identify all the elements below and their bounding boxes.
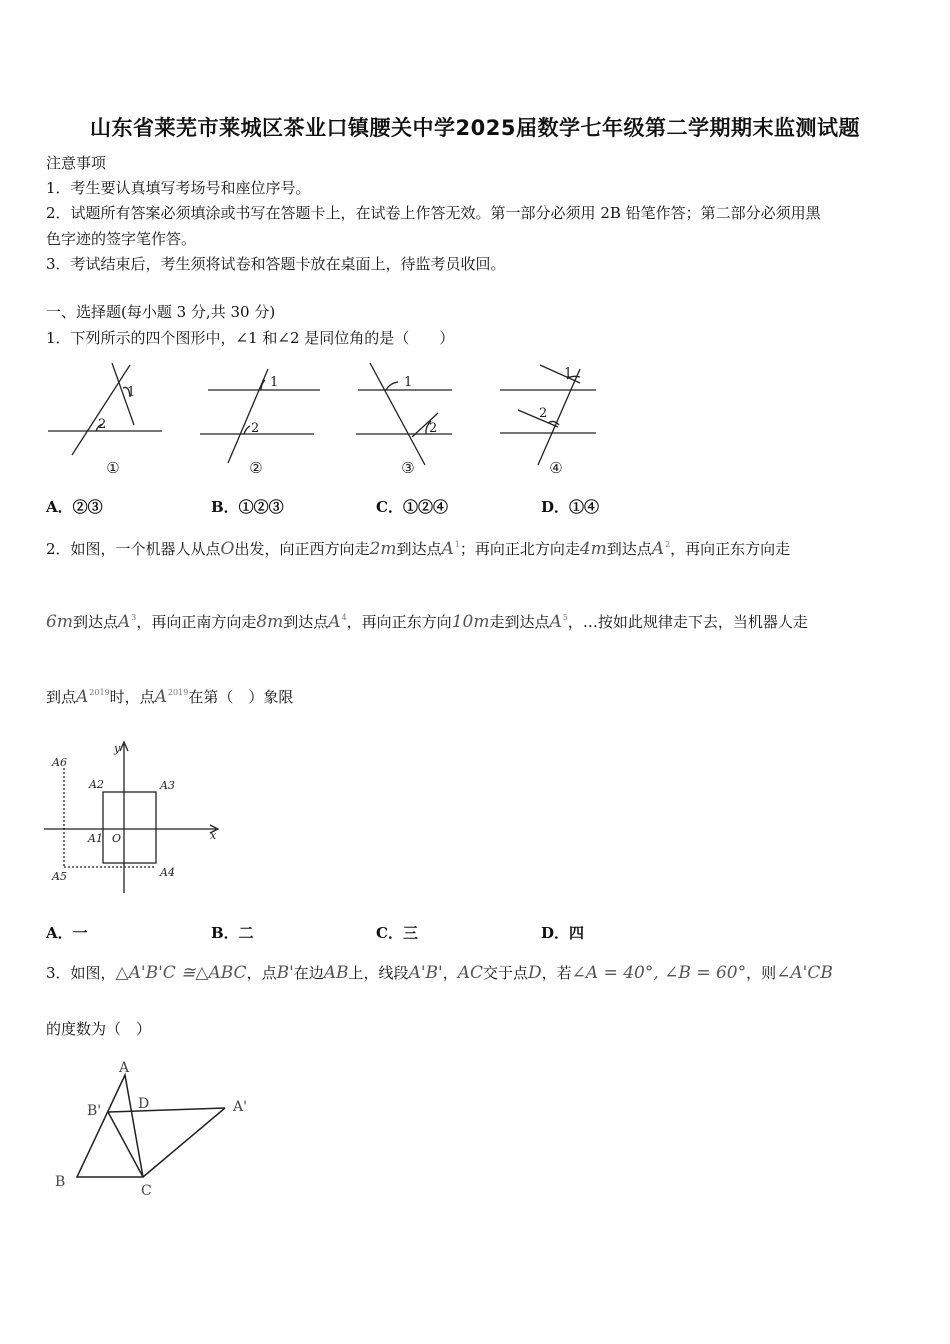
point-label: A6 bbox=[52, 756, 67, 769]
point-label: B' bbox=[87, 1103, 102, 1119]
point-label: A2 bbox=[89, 778, 104, 791]
option-d[interactable]: D．①④ bbox=[541, 498, 600, 516]
question-1-options bbox=[46, 496, 706, 517]
question-2-figure bbox=[40, 738, 230, 898]
notice-item: 色字迹的签字笔作答。 bbox=[46, 230, 197, 248]
angle-label: 2 bbox=[98, 417, 107, 432]
option-c[interactable]: C．①②④ bbox=[376, 498, 448, 516]
figure-number: ① bbox=[106, 459, 120, 477]
angle-label: 1 bbox=[564, 366, 573, 381]
point-label: A4 bbox=[160, 866, 175, 879]
option-b[interactable]: B．①②③ bbox=[211, 498, 284, 516]
option-b[interactable]: B．二 bbox=[211, 924, 254, 942]
question-2-options bbox=[46, 922, 706, 943]
option-a[interactable]: A．一 bbox=[46, 924, 88, 942]
section-heading: 一、选择题(每小题 3 分,共 30 分) bbox=[46, 303, 276, 321]
notice-item: 3．考试结束后，考生须将试卷和答题卡放在桌面上，待监考员收回。 bbox=[46, 255, 506, 273]
point-label: A1 bbox=[88, 832, 103, 845]
point-label: A3 bbox=[160, 779, 175, 792]
figure-number: ② bbox=[249, 459, 263, 477]
option-a[interactable]: A．②③ bbox=[46, 498, 103, 516]
option-c[interactable]: C．三 bbox=[376, 924, 418, 942]
point-label: A5 bbox=[52, 870, 67, 883]
angle-label: 1 bbox=[404, 375, 413, 390]
question-3-figure bbox=[45, 1055, 275, 1205]
question-3-line-2: 的度数为（ ） bbox=[46, 1020, 152, 1038]
question-1-stem: 1．下列所示的四个图形中，∠1 和∠2 是同位角的是（ ） bbox=[46, 329, 455, 347]
point-label: D bbox=[138, 1096, 150, 1112]
question-1-figures bbox=[40, 355, 620, 480]
page-title: 山东省莱芜市莱城区茶业口镇腰关中学2025届数学七年级第二学期期末监测试题 bbox=[90, 116, 860, 140]
question-3-line-1: 3．如图，△A'B'C ≅△ABC，点B'在边AB上，线段A'B'，AC交于点D，若∠A = 40°, ∠B = 60°，则∠A'CB bbox=[46, 963, 833, 983]
figure-number: ④ bbox=[549, 459, 563, 477]
angle-label: 2 bbox=[429, 421, 438, 436]
axis-label-y: y bbox=[114, 742, 121, 755]
angle-label: 2 bbox=[251, 421, 260, 436]
option-d[interactable]: D．四 bbox=[541, 924, 585, 942]
notice-item: 1．考生要认真填写考场号和座位序号。 bbox=[46, 179, 311, 197]
question-2-line-1: 2．如图，一个机器人从点O出发，向正西方向走2m到达点$A^1$；再向正北方向走4m到达点$A^2$，再向正东方向走 bbox=[46, 539, 791, 559]
axis-label-x: x bbox=[210, 829, 217, 842]
point-label: B bbox=[55, 1174, 66, 1190]
angle-label: 1 bbox=[270, 375, 279, 390]
point-label: C bbox=[141, 1183, 152, 1199]
question-2-line-3: 到点$A^{2019}$时，点$A^{2019}$在第（ ）象限 bbox=[46, 687, 294, 707]
angle-label: 2 bbox=[539, 406, 548, 421]
point-label: A' bbox=[233, 1099, 247, 1115]
notice-heading: 注意事项 bbox=[46, 154, 107, 172]
figure-number: ③ bbox=[401, 459, 415, 477]
notice-item: 2．试题所有答案必须填涂或书写在答题卡上，在试卷上作答无效。第一部分必须用 2B 铅笔作答；第二部分必须用黑 bbox=[46, 204, 821, 222]
angle-label: 1 bbox=[127, 385, 136, 400]
origin-label: O bbox=[112, 832, 122, 845]
question-2-line-2: 6m到达点$A^3$，再向正南方向走8m到达点$A^4$，再向正东方向10m走到达点$A^5$，…按如此规律走下去，当机器人走 bbox=[46, 612, 808, 632]
point-label: A bbox=[119, 1060, 130, 1076]
